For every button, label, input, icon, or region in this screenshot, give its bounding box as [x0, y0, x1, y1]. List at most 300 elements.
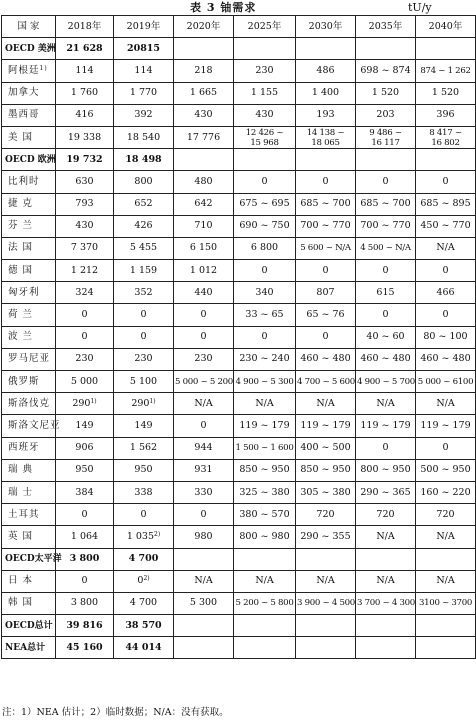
cell-value: 17 776 [186, 131, 221, 143]
cell-value: 338 [134, 486, 153, 498]
row-label [2, 38, 56, 60]
cell-value: 114 [134, 64, 153, 76]
cell-value: 18 540 [126, 131, 161, 143]
table-cell [416, 393, 476, 415]
table-row [2, 592, 476, 614]
cell-value: 5 000 ~ 6100 [417, 376, 474, 387]
cell-value: 21 628 [66, 42, 103, 54]
row-label-text: 波 兰 [8, 331, 34, 343]
table-cell [56, 615, 114, 637]
cell-value: 430 [75, 220, 94, 232]
table-cell [174, 570, 234, 592]
col-header: 2030年 [296, 16, 356, 38]
row-label [2, 615, 56, 637]
table-cell [296, 371, 356, 393]
row-label [2, 393, 56, 415]
table-cell [296, 260, 356, 282]
table-cell [356, 348, 416, 370]
table-cell [234, 326, 296, 348]
cell-value: 980 [194, 530, 213, 542]
cell-value: 793 [75, 198, 94, 210]
row-label [2, 415, 61, 437]
cell-value: 400 ~ 500 [300, 442, 351, 454]
cell-value: 5 000 ~ 5 200 [175, 376, 233, 387]
table-cell [296, 126, 356, 148]
cell-value: 1 500 ~ 1 600 [235, 443, 294, 454]
table-cell [416, 326, 476, 348]
row-label-text: 比利时 [8, 175, 40, 187]
table-cell [356, 237, 416, 259]
table-cell [56, 237, 114, 259]
table-cell [296, 82, 356, 104]
header-row [2, 16, 476, 38]
row-label [2, 637, 56, 659]
table-cell [416, 481, 476, 503]
cell-value: N/A [194, 397, 213, 409]
table-cell [356, 82, 416, 104]
cell-value: 384 [75, 486, 94, 498]
table-row [2, 82, 476, 104]
cell-value: 720 [316, 508, 335, 520]
table-cell [234, 237, 296, 259]
cell-value: 0 [442, 309, 449, 321]
table-cell [234, 82, 296, 104]
table-cell [296, 237, 356, 259]
table-cell [114, 393, 174, 415]
table-cell [174, 104, 234, 126]
table-cell [114, 637, 174, 659]
table-cell [416, 38, 476, 60]
table-cell [416, 104, 476, 126]
table-cell [234, 415, 296, 437]
table-cell [356, 393, 416, 415]
cell-value: 44 014 [125, 641, 162, 653]
cell-value: 230 ~ 240 [239, 353, 290, 365]
table-cell [296, 459, 356, 481]
row-label-text: 瑞 士 [8, 486, 34, 498]
table-cell [234, 104, 296, 126]
row-label [2, 237, 56, 259]
table-cell [114, 38, 174, 60]
row-label-text: 斯洛伐克 [8, 397, 51, 409]
table-cell [296, 393, 356, 415]
cell-value: 0 [442, 264, 449, 276]
table-row [2, 504, 476, 526]
cell-value: 500 ~ 950 [420, 464, 471, 476]
table-row [2, 304, 476, 326]
table-cell [174, 82, 234, 104]
row-label [2, 348, 56, 370]
row-label-text: 斯洛文尼亚 [8, 419, 61, 431]
table-cell [416, 570, 476, 592]
table-cell [114, 304, 174, 326]
table-cell [296, 437, 356, 459]
cell-value: 1 760 [70, 87, 99, 99]
col-header: 2018年 [56, 16, 114, 38]
table-cell [114, 615, 174, 637]
cell-value: 324 [75, 286, 94, 298]
cell-value: 800 [134, 175, 153, 187]
table-cell [416, 415, 476, 437]
cell-value: 1 064 [70, 530, 99, 542]
table-cell [296, 548, 356, 570]
row-label-text: 美 国 [8, 131, 34, 143]
table-cell [296, 104, 356, 126]
table-cell [356, 570, 416, 592]
cell-value: 652 [134, 198, 153, 210]
cell-value: 430 [255, 109, 274, 121]
cell-value: 193 [316, 109, 335, 121]
table-row [2, 38, 476, 60]
table-cell [296, 615, 356, 637]
table-cell [174, 637, 234, 659]
cell-value: 931 [194, 464, 213, 476]
cell-value: 685 ~ 700 [360, 198, 411, 210]
table-cell [416, 637, 476, 659]
cell-value: 33 ~ 65 [245, 309, 284, 321]
table-cell [356, 282, 416, 304]
col-header: 2040年 [416, 16, 476, 38]
cell-value: 906 [75, 442, 94, 454]
cell-value: 3 700 ~ 4 300 [357, 598, 415, 609]
cell-value: 0 [322, 331, 329, 343]
table-cell [296, 504, 356, 526]
table-cell [56, 570, 114, 592]
cell-value: 675 ~ 695 [239, 198, 290, 210]
table-cell [56, 459, 114, 481]
table-row [2, 149, 476, 171]
cell-value: 3 900 ~ 4 500 [297, 598, 355, 609]
cell-value: 430 [194, 109, 213, 121]
cell-value: N/A [255, 397, 274, 409]
cell-value: 1 012 [189, 264, 218, 276]
table-row [2, 260, 476, 282]
table-cell [296, 637, 356, 659]
table-title-bar [0, 0, 476, 15]
cell-value: 330 [194, 486, 213, 498]
cell-value: 340 [255, 286, 274, 298]
row-label [2, 459, 56, 481]
table-cell [416, 304, 476, 326]
cell-value: 119 ~ 179 [300, 419, 351, 431]
cell-value: 0 [200, 309, 207, 321]
cell-value: N/A [436, 575, 455, 587]
table-cell [114, 149, 174, 171]
table-cell [114, 415, 174, 437]
table-cell [356, 371, 416, 393]
table-cell [114, 481, 174, 503]
table-cell [416, 237, 476, 259]
row-label-text: 法 国 [8, 242, 34, 254]
table-cell [234, 371, 296, 393]
table-cell [56, 326, 114, 348]
table-cell [296, 304, 356, 326]
footnote-marker: 1) [90, 397, 97, 405]
table-cell [356, 526, 416, 548]
table-cell [56, 393, 114, 415]
cell-value: N/A [376, 575, 395, 587]
cell-value: 466 [436, 286, 455, 298]
table-cell [356, 415, 416, 437]
cell-value: 0 [382, 175, 389, 187]
cell-value: N/A [255, 575, 274, 587]
cell-value: N/A [194, 575, 213, 587]
table-cell [356, 104, 416, 126]
cell-value: 950 [134, 464, 153, 476]
cell-value: 0 [382, 309, 389, 321]
cell-value: 40 ~ 60 [366, 331, 405, 343]
row-label [2, 481, 56, 503]
cell-value: 230 [134, 353, 153, 365]
cell-value: 20815 [126, 42, 161, 54]
table-cell [416, 60, 476, 82]
cell-value: 230 [255, 64, 274, 76]
table-cell [56, 526, 114, 548]
table-cell [416, 371, 476, 393]
table-row [2, 371, 476, 393]
table-cell [56, 548, 114, 570]
table-cell [296, 526, 356, 548]
row-label [2, 149, 56, 171]
col-header: 2019年 [114, 16, 174, 38]
cell-value: 5 000 [70, 375, 99, 387]
cell-value: 392 [134, 109, 153, 121]
table-cell [356, 60, 416, 82]
table-cell [114, 260, 174, 282]
table-row [2, 348, 476, 370]
cell-value: 460 ~ 480 [300, 353, 351, 365]
table-cell [56, 348, 114, 370]
table-cell [296, 38, 356, 60]
cell-value: 4 700 [128, 553, 159, 565]
cell-value: 0 [382, 264, 389, 276]
table-cell [114, 437, 174, 459]
cell-value: 450 ~ 770 [420, 220, 471, 232]
table-cell [416, 348, 476, 370]
table-cell [356, 304, 416, 326]
table-cell [174, 171, 234, 193]
row-label-text: 英 国 [8, 530, 34, 542]
cell-value: N/A [376, 530, 395, 542]
cell-value: 230 [194, 353, 213, 365]
cell-value: 416 [75, 109, 94, 121]
table-cell [356, 326, 416, 348]
table-cell [114, 82, 174, 104]
cell-value: 290 ~ 365 [360, 486, 411, 498]
cell-value: N/A [436, 242, 455, 254]
cell-value: 1 770 [129, 87, 158, 99]
cell-value: 800 ~ 980 [239, 530, 290, 542]
cell-value: 19 338 [67, 131, 102, 143]
cell-value: 4 900 ~ 5 300 [235, 376, 294, 387]
table-row [2, 237, 476, 259]
cell-value: 0 [261, 175, 268, 187]
cell-value: 850 ~ 950 [239, 464, 290, 476]
row-label-text: OECD 欧洲 [5, 154, 56, 165]
table-cell [56, 481, 114, 503]
table-cell [416, 592, 476, 614]
row-label-text: 匈牙利 [8, 286, 40, 298]
row-label-text: 日 本 [8, 575, 34, 587]
cell-value: 698 ~ 874 [360, 64, 411, 76]
row-label [2, 526, 56, 548]
uranium-demand-table [1, 15, 476, 659]
cell-value: N/A [316, 397, 335, 409]
table-cell [56, 82, 114, 104]
row-label-text: 土耳其 [8, 508, 40, 520]
cell-value: 800 ~ 950 [360, 464, 411, 476]
table-row [2, 393, 476, 415]
cell-value: 12 426 ~ 15 968 [245, 127, 284, 148]
table-cell [234, 548, 296, 570]
table-cell [296, 215, 356, 237]
table-cell [234, 149, 296, 171]
table-cell [114, 459, 174, 481]
table-cell [174, 371, 234, 393]
cell-value: 0 [140, 508, 147, 520]
cell-value: 1 035 [126, 530, 155, 542]
row-label-text: OECD 美洲 [5, 43, 56, 54]
table-cell [296, 415, 356, 437]
cell-value: 8 417 ~ 16 802 [429, 127, 462, 148]
row-label [2, 304, 56, 326]
cell-value: 19 732 [66, 153, 103, 165]
table-cell [356, 149, 416, 171]
table-cell [234, 570, 296, 592]
table-cell [356, 592, 416, 614]
cell-value: 807 [316, 286, 335, 298]
cell-value: 0 [261, 264, 268, 276]
row-label [2, 570, 56, 592]
cell-value: 7 370 [70, 242, 99, 254]
unit-label: tU/y [408, 1, 432, 14]
table-cell [56, 171, 114, 193]
table-cell [114, 526, 174, 548]
cell-value: 710 [194, 220, 213, 232]
table-cell [56, 437, 114, 459]
table-cell [174, 415, 234, 437]
table-cell [356, 615, 416, 637]
table-row [2, 282, 476, 304]
table-row [2, 459, 476, 481]
cell-value: 1 400 [311, 87, 340, 99]
table-cell [114, 548, 174, 570]
table-cell [56, 126, 114, 148]
table-title: 表 3 铀需求 [190, 1, 257, 14]
row-label [2, 282, 56, 304]
table-row [2, 615, 476, 637]
cell-value: 0 [322, 175, 329, 187]
table-cell [296, 326, 356, 348]
table-cell [296, 570, 356, 592]
row-label-text: 荷 兰 [8, 309, 34, 321]
table-row [2, 326, 476, 348]
row-label-text: 瑞 典 [8, 464, 34, 476]
cell-value: 460 ~ 480 [360, 353, 411, 365]
cell-value: 685 ~ 700 [300, 198, 351, 210]
row-label-text: 芬 兰 [8, 220, 34, 232]
table-row [2, 171, 476, 193]
table-cell [234, 171, 296, 193]
table-cell [234, 437, 296, 459]
cell-value: 290 [131, 397, 150, 409]
col-header: 2020年 [174, 16, 234, 38]
cell-value: 119 ~ 179 [239, 419, 290, 431]
table-cell [114, 348, 174, 370]
row-label-text: OECD总计 [5, 620, 53, 631]
row-label-text: OECD太平洋 [5, 554, 62, 565]
table-cell [174, 326, 234, 348]
table-cell [114, 504, 174, 526]
cell-value: 874 ~ 1 262 [420, 65, 471, 76]
table-cell [356, 459, 416, 481]
row-label [2, 371, 56, 393]
cell-value: N/A [376, 397, 395, 409]
cell-value: 230 [75, 353, 94, 365]
table-cell [114, 371, 174, 393]
table-row [2, 126, 476, 148]
cell-value: 1 155 [250, 87, 279, 99]
table-row [2, 637, 476, 659]
table-cell [56, 215, 114, 237]
row-label-text: 罗马尼亚 [8, 353, 51, 365]
cell-value: 0 [442, 175, 449, 187]
table-cell [56, 193, 114, 215]
table-cell [174, 260, 234, 282]
table-cell [234, 526, 296, 548]
table-cell [174, 38, 234, 60]
cell-value: 352 [134, 286, 153, 298]
table-cell [114, 592, 174, 614]
table-row [2, 415, 476, 437]
table-row [2, 481, 476, 503]
table-cell [234, 126, 296, 148]
table-cell [416, 526, 476, 548]
table-cell [174, 481, 234, 503]
table-cell [114, 326, 174, 348]
footnote-marker: 2) [143, 575, 150, 583]
table-cell [296, 193, 356, 215]
cell-value: 6 150 [189, 242, 218, 254]
row-label [2, 60, 56, 82]
table-cell [174, 459, 234, 481]
cell-value: 944 [194, 442, 213, 454]
cell-value: 3100 ~ 3700 [418, 598, 473, 609]
footnote-marker: 1) [39, 64, 48, 72]
row-label-text: 阿根廷 [8, 64, 40, 76]
row-label [2, 548, 62, 570]
cell-value: 480 [194, 175, 213, 187]
table-cell [296, 592, 356, 614]
cell-value: 0 [200, 508, 207, 520]
table-cell [114, 237, 174, 259]
table-cell [416, 215, 476, 237]
cell-value: 114 [75, 64, 94, 76]
table-cell [234, 481, 296, 503]
cell-value: 1 159 [129, 264, 158, 276]
cell-value: 119 ~ 179 [360, 419, 411, 431]
table-cell [174, 304, 234, 326]
table-cell [416, 82, 476, 104]
cell-value: 1 562 [129, 442, 158, 454]
cell-value: 325 ~ 380 [239, 486, 290, 498]
row-label [2, 193, 56, 215]
table-cell [56, 415, 114, 437]
cell-value: 685 ~ 895 [420, 198, 471, 210]
cell-value: 1 212 [70, 264, 99, 276]
table-row [2, 548, 476, 570]
table-cell [56, 504, 114, 526]
